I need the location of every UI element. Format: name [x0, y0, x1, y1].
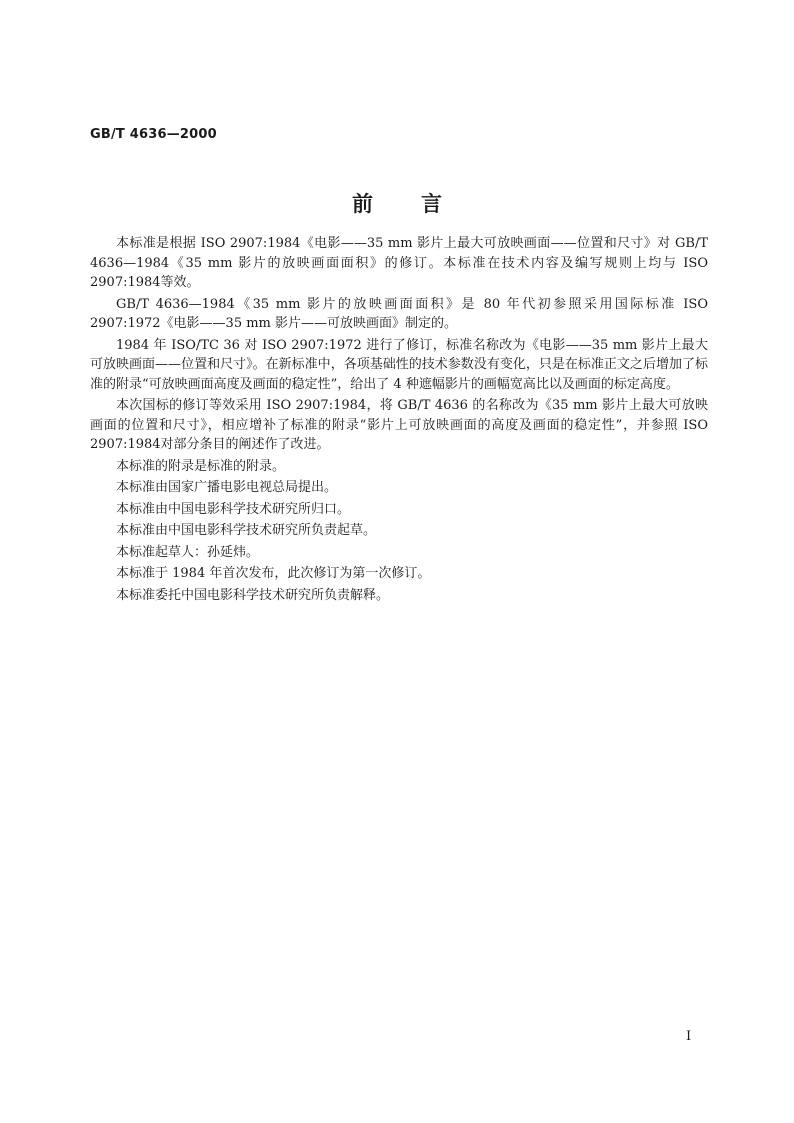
paragraph: 本标准由中国电影科学技术研究所归口。	[116, 501, 351, 517]
standard-code: GB/T 4636—2000	[90, 127, 217, 142]
paragraph: 1984 年 ISO/TC 36 对 ISO 2907:1972 进行了修订，标准名称改为《电影——35 mm 影片上最大可放映画面——位置和尺寸》。在新标准中，各项基础性的技术参数没有变化，只是在标准正文之后增加了标准的附录“可放映画面高度及画面的稳定性”，给出了 4 种遮幅影片的画幅宽高比以及画面的标定高度。	[90, 337, 708, 392]
paragraph: 本标准是根据 ISO 2907:1984《电影——35 mm 影片上最大可放映画面——位置和尺寸》对 GB/T 4636—1984《35 mm 影片的放映画面面积》的修订。本标准在技术内容及编写规则上均与 ISO 2907:1984等效。	[90, 236, 708, 290]
paragraph: 本标准由中国电影科学技术研究所负责起草。	[116, 523, 377, 538]
page-number: I	[686, 1029, 692, 1044]
preface-body	[90, 234, 708, 607]
paragraph: GB/T 4636—1984《35 mm 影片的放映画面面积》是 80 年代初参照采用国际标准 ISO 2907:1972《电影——35 mm 影片——可放映画面》制定的。	[90, 296, 708, 331]
paragraph: 本标准于 1984 年首次发布，此次修订为第一次修订。	[116, 566, 431, 581]
paragraph: 本标准起草人：孙延炜。	[116, 544, 260, 560]
paragraph: 本次国标的修订等效采用 ISO 2907:1984，将 GB/T 4636 的名称改为《35 mm 影片上最大可放映画面的位置和尺寸》，相应增补了标准的附录“影片上可放映画面的高度及画面的稳定性”，并参照 ISO 2907:1984对部分条目的阐述作了改进。	[90, 398, 708, 452]
page-title: 前言	[352, 191, 490, 216]
paragraph: 本标准的附录是标准的附录。	[116, 458, 286, 474]
paragraph: 本标准由国家广播电影电视总局提出。	[116, 480, 338, 495]
paragraph: 本标准委托中国电影科学技术研究所负责解释。	[116, 587, 390, 603]
